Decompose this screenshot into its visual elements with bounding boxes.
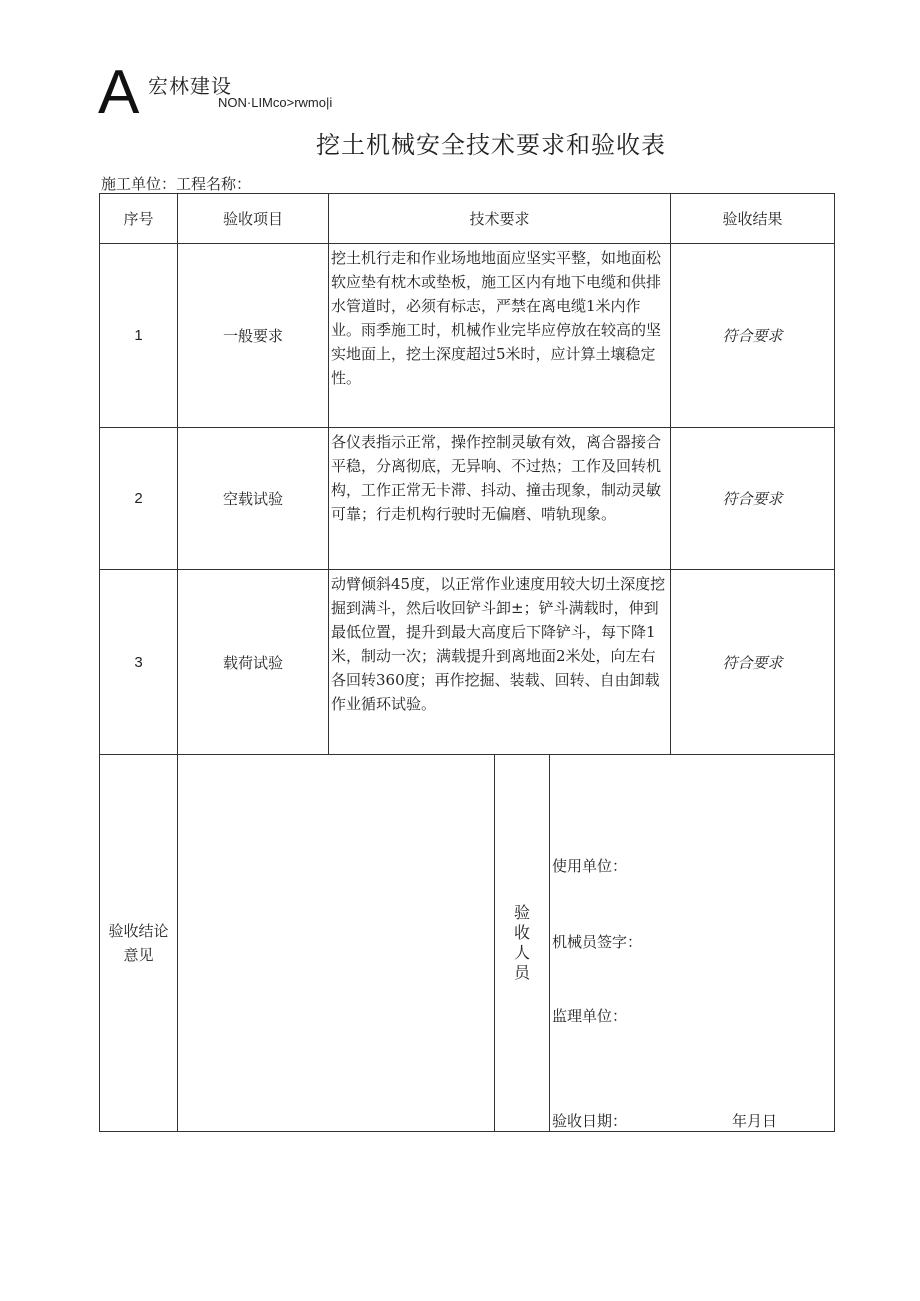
- operator-sign-label: 机械员签字：: [552, 933, 643, 951]
- row-no: 3: [100, 570, 178, 755]
- conclusion-label-line2: 意见: [123, 946, 154, 964]
- conclusion-label-line1: 验收结论: [108, 922, 169, 940]
- header-requirement: 技术要求: [329, 194, 671, 244]
- table-row: [100, 244, 835, 428]
- row-requirement: 各仪表指示正常，操作控制灵敏有效，离合器接合平稳，分离彻底，无异响、不过热；工作及回转机构，工作正常无卡滞、抖动、撞击现象，制动灵敏可靠；行走机构行驶时无偏磨、啃轨现象。: [329, 428, 671, 570]
- company-name-cn: 宏林建设: [148, 74, 232, 98]
- signature-area[interactable]: [550, 755, 835, 1132]
- company-name-en: NON·LIMco>rwmo|i: [218, 95, 333, 110]
- header-no: 序号: [100, 194, 178, 244]
- personnel-char: 员: [514, 963, 531, 982]
- user-unit-label: 使用单位：: [552, 857, 628, 875]
- row-no: 2: [100, 428, 178, 570]
- conclusion-label: [100, 755, 178, 1132]
- acceptance-personnel-label: [495, 755, 550, 1132]
- construction-unit-project-name: 施工单位：工程名称：: [101, 175, 252, 193]
- table-row: [100, 570, 835, 755]
- row-no: 1: [100, 244, 178, 428]
- acceptance-date-label: 验收日期：: [552, 1112, 628, 1130]
- personnel-char: 收: [514, 923, 531, 942]
- row-result: 符合要求: [671, 570, 835, 755]
- document-title: 挖土机械安全技术要求和验收表: [316, 131, 666, 159]
- conclusion-row: [100, 755, 835, 1132]
- table-row: [100, 428, 835, 570]
- date-suffix: 年月日: [732, 1112, 778, 1130]
- row-item: 一般要求: [178, 244, 329, 428]
- row-result: 符合要求: [671, 428, 835, 570]
- header-result: 验收结果: [671, 194, 835, 244]
- row-result: 符合要求: [671, 244, 835, 428]
- header-item: 验收项目: [178, 194, 329, 244]
- acceptance-table: [99, 193, 835, 1132]
- row-requirement: 动臂倾斜45度，以正常作业速度用较大切土深度挖掘到满斗，然后收回铲斗卸±；铲斗满载时，伸到最低位置，提升到最大高度后下降铲斗，每下降1米，制动一次；满载提升到离地面2米处，向左右各回转360度；再作挖掘、装载、回转、自由卸载作业循环试验。: [329, 570, 671, 755]
- row-item: 载荷试验: [178, 570, 329, 755]
- row-item: 空载试验: [178, 428, 329, 570]
- row-requirement: 挖土机行走和作业场地地面应坚实平整，如地面松软应垫有枕木或垫板，施工区内有地下电缆和供排水管道时，必须有标志，严禁在离电缆1米内作业。雨季施工时，机械作业完毕应停放在较高的坚实地面上，挖土深度超过5米时，应计算土壤稳定性。: [329, 244, 671, 428]
- personnel-char: 验: [514, 903, 531, 922]
- conclusion-opinion-area[interactable]: [178, 755, 495, 1132]
- personnel-char: 人: [514, 943, 531, 962]
- table-header-row: [100, 194, 835, 244]
- supervision-unit-label: 监理单位：: [552, 1007, 628, 1025]
- logo-mark: A: [98, 58, 140, 127]
